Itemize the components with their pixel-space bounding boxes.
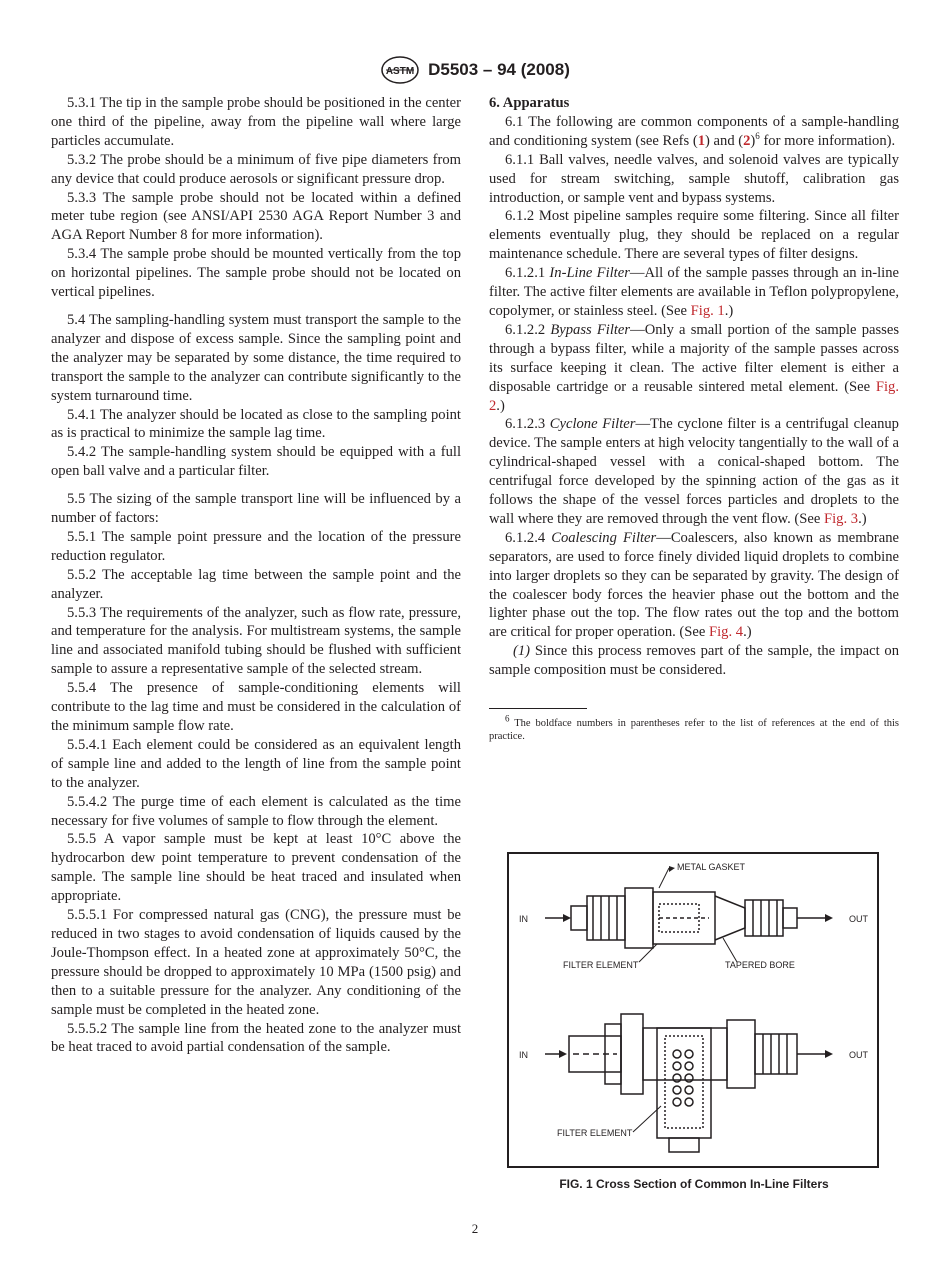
paragraph-text: The probe should be a minimum of five pipe diameters from any device that could produce aerosols or significant pressure drop. (51, 151, 461, 187)
paragraph (51, 604, 461, 680)
paragraph-number: 5.4.2 (67, 444, 97, 461)
inline-filter-top (545, 866, 833, 962)
paragraph-number: 6.1.2 (505, 208, 535, 225)
in-label-bottom: IN (519, 1050, 528, 1060)
figure-link[interactable]: Fig. 3 (824, 510, 859, 527)
paragraph (51, 490, 461, 528)
document-designation: D5503 – 94 (2008) (428, 60, 570, 79)
astm-logo-icon (380, 55, 420, 85)
paragraph-number: 5.4 (67, 311, 86, 328)
in-label-top: IN (519, 914, 528, 924)
paragraph-number: 5.3.2 (67, 151, 97, 168)
reference-link-2[interactable]: 2 (743, 132, 751, 149)
figure-1 (507, 852, 879, 1168)
tapered-bore-label: TAPERED BORE (725, 960, 795, 970)
paragraph-6-1-1: 6.1.1 Ball valves, needle valves, and solenoid valves are typically used for stream switching, sample shutoff, calibration gas introduction, or sample vent and bypass systems. (489, 151, 899, 206)
paragraph-6-1: 6.1 The following are common components of a sample-handling and conditioning system (see Refs (1) and $(2)^6$ for more information). (489, 113, 900, 149)
paragraph-number: 5.5.5.2 (67, 1020, 108, 1037)
paragraph (51, 94, 461, 151)
paragraph-number: 5.3.3 (67, 189, 97, 206)
paragraph-number: 6.1.1 (505, 151, 535, 168)
paragraph (51, 189, 461, 246)
paragraph (51, 566, 461, 604)
paragraph-6-1-2-4: 6.1.2.4 Coalescing Filter—Coalescers, also known as membrane separators, are used to force finely divided liquid droplets to combine into larger droplets so they can be separated by gravity. The design of the coalescer body forces the heavier phase out the bottom and the lighter phase out the top. The flow rates out the top and the bottom are critical for proper operation. (See Fig. 4.) (489, 529, 899, 641)
svg-text:ASTM: ASTM (385, 66, 415, 77)
section-title: 6. Apparatus (489, 95, 570, 111)
paragraph (51, 406, 461, 444)
paragraph-number: 5.5.3 (67, 604, 97, 621)
paragraph-text: The sample point pressure and the location of the pressure reduction regulator. (51, 528, 461, 564)
figure-caption: FIG. 1 Cross Section of Common In-Line Filters (559, 1177, 829, 1191)
paragraph (51, 736, 461, 793)
paragraph-number: 5.5.1 (67, 528, 97, 545)
out-label-bottom: OUT (849, 1050, 868, 1060)
paragraph (51, 1020, 461, 1058)
footnote: $^6$ The boldface numbers in parentheses refer to the list of references at the end of this practice. (489, 713, 899, 743)
footnote-mark: 6 (755, 130, 760, 141)
inline-filter-diagram (509, 854, 881, 1170)
paragraph-text: Each element could be considered as an equivalent length of sample line and added to the length of line from the sample point to the analyzer. (51, 736, 461, 791)
paragraph-number: 5.5 (67, 491, 86, 508)
page-header (0, 54, 950, 86)
paragraph-text: The sample probe should not be located within a defined meter tube region (see ANSI/API 2530 AGA Report Number 3 and AGA Report Number 8 for more information). (51, 189, 461, 244)
paragraph-6-1-2-2: 6.1.2.2 Bypass Filter—Only a small portion of the sample passes through a bypass filter, while a majority of the sample passes across its surface keeping it clean. The active filter element is either a disposable cartridge or a reusable sintered metal element. (See Fig. 2.) (489, 321, 899, 414)
paragraph-number: 6.1 (505, 113, 524, 130)
paragraph-text: The analyzer should be located as close to the sampling point as is practical to minimize the sample lag time. (51, 406, 461, 442)
paragraph-number: 5.3.1 (67, 95, 97, 111)
term: In-Line Filter (549, 265, 630, 282)
figure-link[interactable]: Fig. 1 (690, 302, 725, 319)
paragraph (51, 793, 461, 831)
paragraph-text: The sample line from the heated zone to the analyzer must be heat traced to avoid partial condensation of the sample. (51, 1020, 461, 1056)
paragraph (51, 906, 461, 1019)
reference-link-1[interactable]: 1 (697, 132, 706, 149)
term: Bypass Filter (550, 321, 631, 338)
sub-item-1: (1) Since this process removes part of the sample, the impact on sample composition must be considered. (489, 643, 899, 679)
metal-gasket-label: METAL GASKET (677, 862, 746, 872)
paragraph-number: 5.4.1 (67, 406, 97, 423)
paragraph-number: 5.5.5.1 (67, 907, 108, 924)
figure-link[interactable]: Fig. 4 (709, 624, 744, 641)
left-column (51, 94, 461, 1057)
filter-element-label-bottom: FILTER ELEMENT (557, 1128, 633, 1138)
paragraph-text: For compressed natural gas (CNG), the pressure must be reduced in two stages to avoid condensation of liquids caused by the Joule-Thompson effect. In a heated zone at approximately 50°C, the pressure should be dropped to approximately 10 MPa (1500 psig) and then to a suitable pressure for the analyzer. Any conditioning of the sample must be completed in the heated zone. (51, 907, 461, 1018)
paragraph (51, 679, 461, 736)
paragraph-text: A vapor sample must be kept at least 10°C above the hydrocarbon dew point temperature to prevent condensation of the sample. The sample line should be heat traced and insulated when appropriate. (51, 831, 461, 905)
term: Cyclone Filter (549, 416, 636, 433)
paragraph-text: The presence of sample-conditioning elements will contribute to the lag time and must be considered in the calculation of the minimum sample flow rate. (51, 680, 461, 734)
paragraph (51, 528, 461, 566)
paragraph (51, 830, 461, 906)
paragraph-6-1-2: 6.1.2 Most pipeline samples require some filtering. Since all filter elements eventually plug, they should be replaced on a regular maintenance schedule. There are several types of filter designs. (489, 208, 899, 263)
paragraph-number: 5.5.4 (67, 680, 97, 697)
paragraph-number: 5.5.2 (67, 566, 97, 583)
paragraph-text: The requirements of the analyzer, such as flow rate, pressure, and temperature for the analysis. For multistream systems, the sample line and associated manifold tubing should be flushed with sufficient sample to assure a representative sample of the selected stream. (51, 604, 461, 678)
paragraph (51, 245, 461, 302)
paragraph-6-1-2-1: 6.1.2.1 In-Line Filter—All of the sample passes through an in-line filter. The active filter elements are available in Teflon polypropylene, copolymer, or stainless steel. (See Fig. 1.) (489, 265, 899, 319)
out-label-top: OUT (849, 914, 868, 924)
right-column (489, 94, 899, 743)
paragraph-text: The sampling-handling system must transport the sample to the analyzer and dispose of excess sample. Since the sampling point and the analyzer may be separated by some distance, the time required to transport the sample to the analyzer can contribute significantly to the system turnaround time. (51, 311, 461, 404)
paragraph-number: 5.5.4.2 (67, 793, 108, 810)
paragraph-number: 5.5.5 (67, 831, 97, 848)
paragraph-text: The acceptable lag time between the sample point and the analyzer. (51, 566, 462, 602)
paragraph (51, 311, 461, 406)
page-number: 2 (471, 1221, 479, 1236)
paragraph-text: The sample probe should be mounted vertically from the top on horizontal pipelines. The sample probe should not be located on vertical pipelines. (51, 246, 461, 301)
figure-link[interactable]: Fig. 2 (489, 378, 899, 414)
term: Coalescing Filter (551, 529, 657, 546)
paragraph (51, 443, 461, 481)
paragraph (51, 151, 461, 189)
paragraph-text: The sizing of the sample transport line will be influenced by a number of factors: (51, 491, 461, 527)
paragraph-text: The purge time of each element is calculated as the time necessary for five volumes of sample to flow through the element. (51, 793, 461, 829)
filter-element-label-top: FILTER ELEMENT (563, 960, 639, 970)
footnote-divider (489, 708, 587, 709)
paragraph-number: 5.3.4 (67, 246, 97, 263)
paragraph-6-1-2-3: 6.1.2.3 Cyclone Filter—The cyclone filter is a centrifugal cleanup device. The sample enters at high velocity tangentially to the wall of a cylindrical-shaped vessel with a conical-shaped bottom. The centrifugal force developed by the spinning action of the gas as it follows the shape of the vessel forces particles and droplets to the wall where they are removed through the vent flow. (See Fig. 3.) (489, 416, 899, 527)
paragraph-text: The tip in the sample probe should be positioned in the center one third of the pipeline, away from the pipeline wall where large particles accumulate. (51, 95, 461, 149)
paragraph-text: The sample-handling system should be equipped with a full open ball valve and a particular filter. (51, 444, 462, 480)
paragraph-number: 5.5.4.1 (67, 736, 108, 753)
